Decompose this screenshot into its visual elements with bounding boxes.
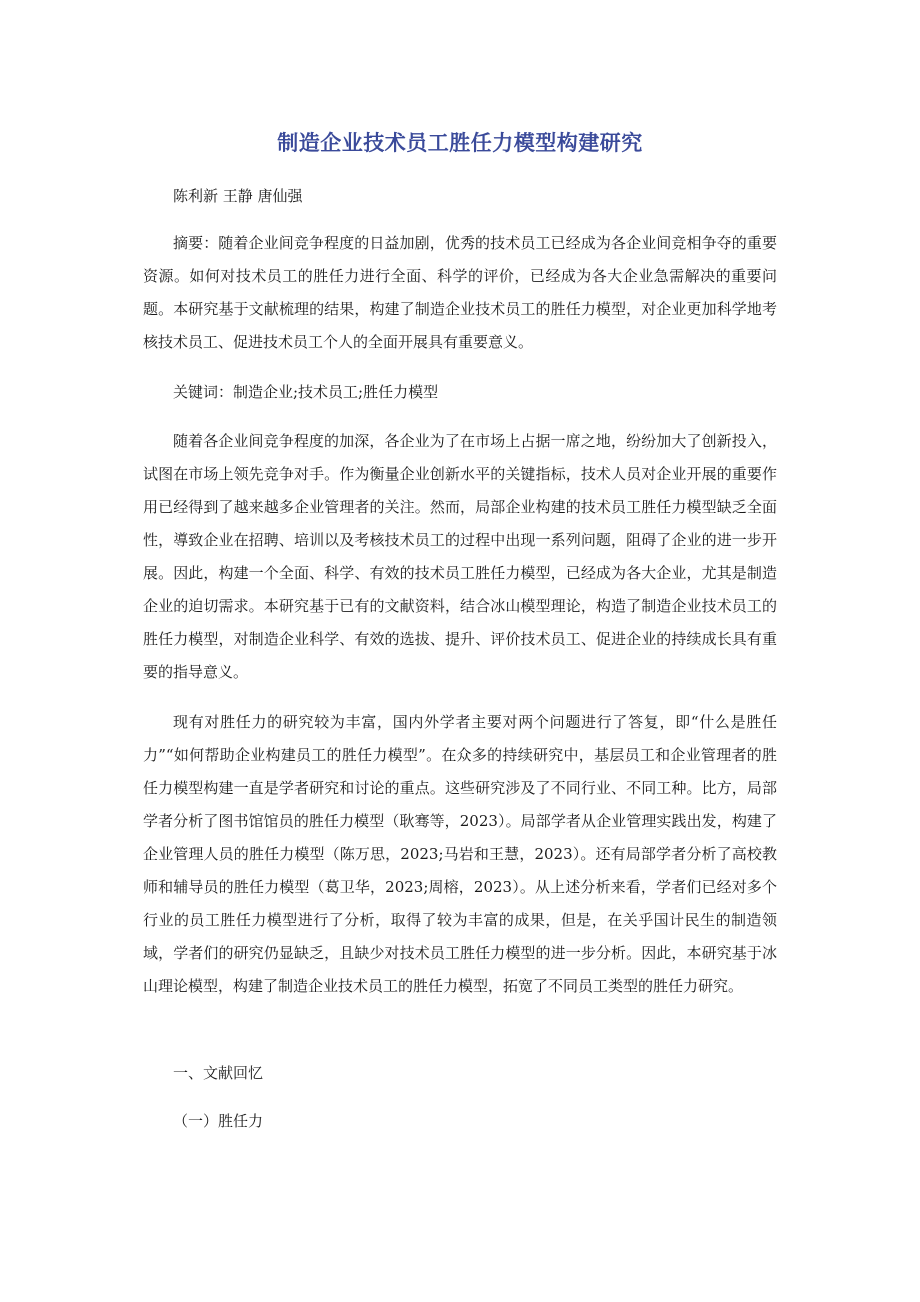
body-paragraph: 现有对胜任力的研究较为丰富，国内外学者主要对两个问题进行了答复，即“什么是胜任力”“如何帮助企业构建员工的胜任力模型”。在众多的持续研究中，基层员工和企业管理者的胜任力模型构建一直是学者研究和讨论的重点。这些研究涉及了不同行业、不同工种。比方，局部学者分析了图书馆馆员的胜任力模型（耿骞等，2023）。局部学者从企业管理实践出发，构建了企业管理人员的胜任力模型（陈万思，2023;马岩和王慧，2023）。还有局部学者分析了高校教师和辅导员的胜任力模型（葛卫华，2023;周榕，2023）。从上述分析来看，学者们已经对多个行业的员工胜任力模型进行了分析，取得了较为丰富的成果，但是，在关乎国计民生的制造领域，学者们的研究仍显缺乏，且缺少对技术员工胜任力模型的进一步分析。因此，本研究基于冰山理论模型，构建了制造企业技术员工的胜任力模型，拓宽了不同员工类型的胜任力研究。	[143, 713, 777, 995]
body-paragraph: 随着各企业间竞争程度的加深，各企业为了在市场上占据一席之地，纷纷加大了创新投入，试图在市场上领先竞争对手。作为衡量企业创新水平的关键指标，技术人员对企业开展的重要作用已经得到了越来越多企业管理者的关注。然而，局部企业构建的技术员工胜任力模型缺乏全面性，導致企业在招聘、培训以及考核技术员工的过程中出现一系列问题，阻碍了企业的进一步开展。因此，构建一个全面、科学、有效的技术员工胜任力模型，已经成为各大企业，尤其是制造企业的迫切需求。本研究基于已有的文献资料，结合冰山模型理论，构造了制造企业技术员工的胜任力模型，对制造企业科学、有效的选拔、提升、评价技术员工、促进企业的持续成长具有重要的指导意义。	[143, 432, 777, 681]
subsection-heading: （一）胜任力	[173, 1112, 264, 1130]
keywords-line: 关键词：制造企业;技术员工;胜任力模型	[173, 383, 439, 401]
paper-authors: 陈利新 王静 唐仙强	[173, 187, 303, 205]
section-heading: 一、文献回忆	[173, 1064, 264, 1082]
paper-title: 制造企业技术员工胜任力模型构建研究	[277, 131, 643, 155]
abstract-paragraph: 摘要：随着企业间竞争程度的日益加剧，优秀的技术员工已经成为各企业间竞相争夺的重要资源。如何对技术员工的胜任力进行全面、科学的评价，已经成为各大企业急需解决的重要问题。本研究基于文献梳理的结果，构建了制造企业技术员工的胜任力模型，对企业更加科学地考核技术员工、促进技术员工个人的全面开展具有重要意义。	[143, 234, 777, 351]
